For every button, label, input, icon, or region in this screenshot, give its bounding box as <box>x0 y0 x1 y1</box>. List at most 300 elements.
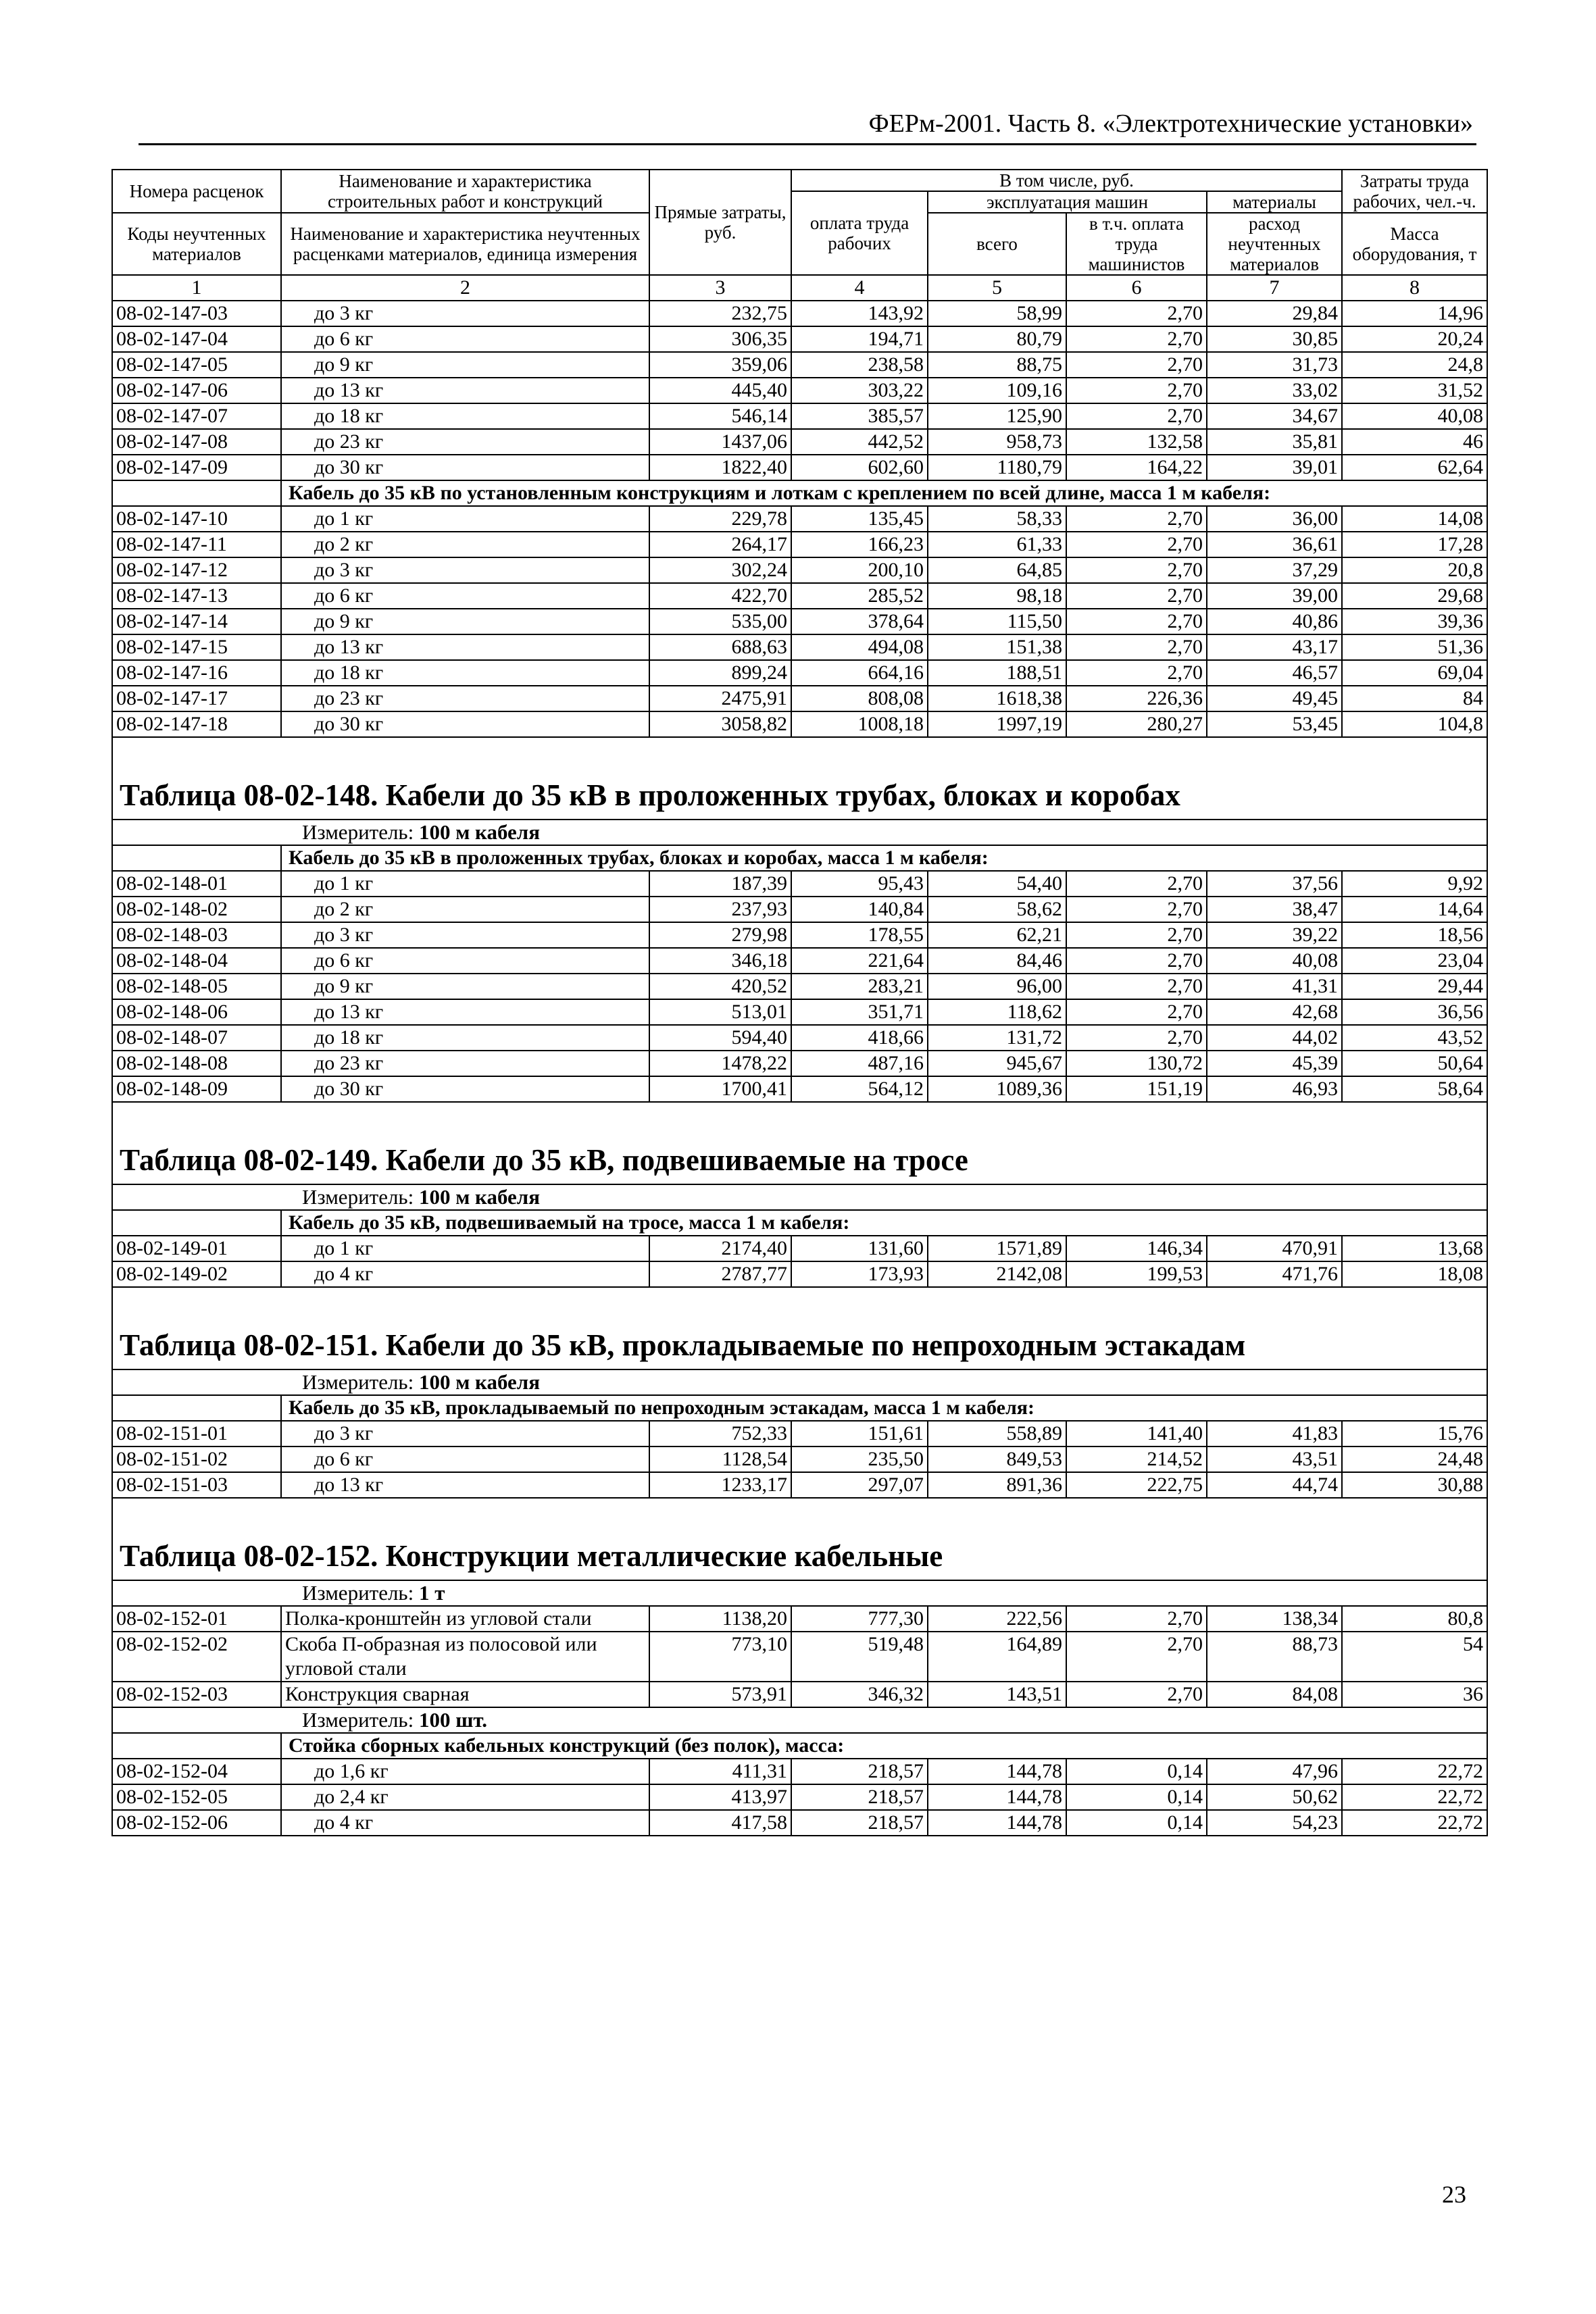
row-direct-cost: 302,24 <box>649 557 791 583</box>
row-materials: 53,45 <box>1207 711 1342 737</box>
row-name: до 9 кг <box>281 609 649 634</box>
measure-value: 100 м кабеля <box>418 1185 540 1209</box>
row-wage: 418,66 <box>791 1025 928 1051</box>
row-direct-cost: 594,40 <box>649 1025 791 1051</box>
row-direct-cost: 1478,22 <box>649 1051 791 1076</box>
row-direct-cost: 573,91 <box>649 1682 791 1707</box>
row-materials: 40,86 <box>1207 609 1342 634</box>
measure-row <box>112 1707 1487 1733</box>
row-materials: 138,34 <box>1207 1606 1342 1632</box>
row-materials: 43,17 <box>1207 634 1342 660</box>
row-machinist-wage: 2,70 <box>1066 634 1207 660</box>
section-blank <box>112 1733 281 1759</box>
row-machines-total: 58,99 <box>928 301 1066 326</box>
document-body <box>111 169 1487 2135</box>
section-row <box>112 480 1487 506</box>
row-name: Скоба П-образная из полосовой или угловой стали <box>281 1632 649 1682</box>
col-num-6: 6 <box>1066 275 1207 301</box>
measure-row <box>112 1369 1487 1395</box>
row-machines-total: 62,21 <box>928 922 1066 948</box>
row-code: 08-02-152-01 <box>112 1606 281 1632</box>
row-machines-total: 144,78 <box>928 1759 1066 1784</box>
th-name: Наименование и характеристика строительных работ и конструкций <box>281 170 649 213</box>
row-name: до 13 кг <box>281 634 649 660</box>
row-direct-cost: 1700,41 <box>649 1076 791 1102</box>
table-row <box>112 1472 1487 1498</box>
row-labor: 39,36 <box>1342 609 1487 634</box>
row-labor: 50,64 <box>1342 1051 1487 1076</box>
row-materials: 39,00 <box>1207 583 1342 609</box>
row-code: 08-02-147-14 <box>112 609 281 634</box>
measure-unit <box>112 1580 1487 1606</box>
row-machinist-wage: 2,70 <box>1066 871 1207 897</box>
table-row <box>112 974 1487 999</box>
row-code: 08-02-148-05 <box>112 974 281 999</box>
row-name: до 30 кг <box>281 711 649 737</box>
measure-row <box>112 1184 1487 1210</box>
row-materials: 470,91 <box>1207 1236 1342 1261</box>
row-labor: 36 <box>1342 1682 1487 1707</box>
row-wage: 378,64 <box>791 609 928 634</box>
row-name: до 9 кг <box>281 974 649 999</box>
table-row <box>112 506 1487 532</box>
row-wage: 131,60 <box>791 1236 928 1261</box>
row-materials: 42,68 <box>1207 999 1342 1025</box>
row-wage: 140,84 <box>791 897 928 922</box>
row-name: Конструкция сварная <box>281 1682 649 1707</box>
section-row <box>112 1733 1487 1759</box>
row-machines-total: 58,62 <box>928 897 1066 922</box>
row-machinist-wage: 2,70 <box>1066 506 1207 532</box>
row-labor: 31,52 <box>1342 378 1487 403</box>
th-mach-total: всего <box>928 213 1066 275</box>
row-name: до 1 кг <box>281 506 649 532</box>
th-incl: В том числе, руб. <box>791 170 1342 191</box>
row-wage: 218,57 <box>791 1759 928 1784</box>
row-code: 08-02-147-13 <box>112 583 281 609</box>
row-name: до 2,4 кг <box>281 1784 649 1810</box>
row-code: 08-02-151-01 <box>112 1421 281 1447</box>
table-row <box>112 1632 1487 1682</box>
row-direct-cost: 899,24 <box>649 660 791 686</box>
table-body <box>112 170 1487 1836</box>
row-machines-total: 54,40 <box>928 871 1066 897</box>
row-name: до 4 кг <box>281 1261 649 1287</box>
row-direct-cost: 1233,17 <box>649 1472 791 1498</box>
table-title-row <box>112 1102 1487 1184</box>
table-row <box>112 948 1487 974</box>
th-materials: материалы <box>1207 191 1342 213</box>
section-blank <box>112 480 281 506</box>
row-machinist-wage: 2,70 <box>1066 897 1207 922</box>
table-title: Таблица 08-02-149. Кабели до 35 кВ, подвешиваемые на тросе <box>112 1102 1487 1184</box>
row-labor: 29,44 <box>1342 974 1487 999</box>
row-machinist-wage: 2,70 <box>1066 1606 1207 1632</box>
row-materials: 44,74 <box>1207 1472 1342 1498</box>
row-name: Полка-кронштейн из угловой стали <box>281 1606 649 1632</box>
row-machinist-wage: 2,70 <box>1066 948 1207 974</box>
row-labor: 14,08 <box>1342 506 1487 532</box>
table-row <box>112 1447 1487 1472</box>
row-name: до 3 кг <box>281 1421 649 1447</box>
row-code: 08-02-147-08 <box>112 429 281 455</box>
row-wage: 235,50 <box>791 1447 928 1472</box>
row-machines-total: 84,46 <box>928 948 1066 974</box>
row-name: до 6 кг <box>281 1447 649 1472</box>
row-labor: 24,8 <box>1342 352 1487 378</box>
row-materials: 46,93 <box>1207 1076 1342 1102</box>
row-materials: 54,23 <box>1207 1810 1342 1836</box>
row-labor: 104,8 <box>1342 711 1487 737</box>
row-labor: 69,04 <box>1342 660 1487 686</box>
table-row <box>112 686 1487 711</box>
table-row <box>112 557 1487 583</box>
row-name: до 18 кг <box>281 1025 649 1051</box>
row-wage: 166,23 <box>791 532 928 557</box>
row-machinist-wage: 2,70 <box>1066 378 1207 403</box>
row-name: до 23 кг <box>281 1051 649 1076</box>
row-wage: 218,57 <box>791 1810 928 1836</box>
th-machines: эксплуатация машин <box>928 191 1207 213</box>
row-code: 08-02-147-09 <box>112 455 281 480</box>
row-code: 08-02-152-03 <box>112 1682 281 1707</box>
row-labor: 43,52 <box>1342 1025 1487 1051</box>
row-direct-cost: 232,75 <box>649 301 791 326</box>
table-row <box>112 711 1487 737</box>
row-labor: 22,72 <box>1342 1810 1487 1836</box>
col-num-1: 1 <box>112 275 281 301</box>
row-machines-total: 151,38 <box>928 634 1066 660</box>
row-machines-total: 58,33 <box>928 506 1066 532</box>
table-row <box>112 1682 1487 1707</box>
section-blank <box>112 1210 281 1236</box>
table-title-row <box>112 737 1487 820</box>
measure-unit <box>112 1707 1487 1733</box>
table-row <box>112 301 1487 326</box>
row-direct-cost: 513,01 <box>649 999 791 1025</box>
row-wage: 303,22 <box>791 378 928 403</box>
row-labor: 80,8 <box>1342 1606 1487 1632</box>
row-machines-total: 164,89 <box>928 1632 1066 1682</box>
row-code: 08-02-148-08 <box>112 1051 281 1076</box>
section-blank <box>112 1395 281 1421</box>
row-machinist-wage: 132,58 <box>1066 429 1207 455</box>
header-rule <box>139 143 1476 145</box>
row-code: 08-02-151-03 <box>112 1472 281 1498</box>
row-wage: 143,92 <box>791 301 928 326</box>
row-code: 08-02-147-11 <box>112 532 281 557</box>
table-row <box>112 1025 1487 1051</box>
row-machinist-wage: 2,70 <box>1066 301 1207 326</box>
measure-label: Измеритель: <box>302 1185 414 1209</box>
table-row <box>112 403 1487 429</box>
row-direct-cost: 422,70 <box>649 583 791 609</box>
row-materials: 37,29 <box>1207 557 1342 583</box>
row-direct-cost: 1128,54 <box>649 1447 791 1472</box>
row-machines-total: 125,90 <box>928 403 1066 429</box>
row-labor: 84 <box>1342 686 1487 711</box>
row-wage: 95,43 <box>791 871 928 897</box>
row-direct-cost: 773,10 <box>649 1632 791 1682</box>
row-direct-cost: 546,14 <box>649 403 791 429</box>
th-mat-cost: расход неучтенных материалов <box>1207 213 1342 275</box>
row-name: до 30 кг <box>281 455 649 480</box>
row-materials: 45,39 <box>1207 1051 1342 1076</box>
measure-row <box>112 1580 1487 1606</box>
row-labor: 58,64 <box>1342 1076 1487 1102</box>
row-materials: 47,96 <box>1207 1759 1342 1784</box>
header-row-1 <box>112 170 1487 191</box>
row-machines-total: 109,16 <box>928 378 1066 403</box>
row-name: до 30 кг <box>281 1076 649 1102</box>
th-codes: Номера расценок <box>112 170 281 213</box>
measure-label: Измеритель: <box>302 1581 414 1605</box>
row-code: 08-02-148-06 <box>112 999 281 1025</box>
row-materials: 35,81 <box>1207 429 1342 455</box>
row-machinist-wage: 2,70 <box>1066 403 1207 429</box>
measure-value: 100 м кабеля <box>418 1370 540 1394</box>
row-code: 08-02-148-02 <box>112 897 281 922</box>
row-direct-cost: 688,63 <box>649 634 791 660</box>
row-labor: 29,68 <box>1342 583 1487 609</box>
row-name: до 6 кг <box>281 583 649 609</box>
row-code: 08-02-147-18 <box>112 711 281 737</box>
row-labor: 14,96 <box>1342 301 1487 326</box>
table-row <box>112 1076 1487 1102</box>
row-machinist-wage: 0,14 <box>1066 1784 1207 1810</box>
col-num-4: 4 <box>791 275 928 301</box>
table-row <box>112 634 1487 660</box>
row-materials: 44,02 <box>1207 1025 1342 1051</box>
row-labor: 18,56 <box>1342 922 1487 948</box>
table-title-row <box>112 1498 1487 1580</box>
table-row <box>112 1261 1487 1287</box>
row-machines-total: 98,18 <box>928 583 1066 609</box>
table-row <box>112 1759 1487 1784</box>
row-machines-total: 61,33 <box>928 532 1066 557</box>
row-labor: 22,72 <box>1342 1759 1487 1784</box>
row-machinist-wage: 2,70 <box>1066 352 1207 378</box>
row-wage: 221,64 <box>791 948 928 974</box>
row-machines-total: 64,85 <box>928 557 1066 583</box>
row-machines-total: 558,89 <box>928 1421 1066 1447</box>
row-code: 08-02-148-09 <box>112 1076 281 1102</box>
row-materials: 34,67 <box>1207 403 1342 429</box>
row-name: до 9 кг <box>281 352 649 378</box>
row-wage: 519,48 <box>791 1632 928 1682</box>
row-labor: 17,28 <box>1342 532 1487 557</box>
row-machinist-wage: 164,22 <box>1066 455 1207 480</box>
row-direct-cost: 535,00 <box>649 609 791 634</box>
measure-label: Измеритель: <box>302 1708 414 1732</box>
row-machines-total: 958,73 <box>928 429 1066 455</box>
row-materials: 84,08 <box>1207 1682 1342 1707</box>
norms-table <box>111 169 1488 1836</box>
table-row <box>112 326 1487 352</box>
row-machinist-wage: 0,14 <box>1066 1759 1207 1784</box>
col-num-8: 8 <box>1342 275 1487 301</box>
row-wage: 151,61 <box>791 1421 928 1447</box>
row-machines-total: 1571,89 <box>928 1236 1066 1261</box>
row-wage: 283,21 <box>791 974 928 999</box>
table-title-row <box>112 1287 1487 1369</box>
col-num-7: 7 <box>1207 275 1342 301</box>
th-mat-codes: Коды неучтенных материалов <box>112 213 281 275</box>
row-code: 08-02-148-03 <box>112 922 281 948</box>
row-machines-total: 143,51 <box>928 1682 1066 1707</box>
row-wage: 173,93 <box>791 1261 928 1287</box>
row-machinist-wage: 0,14 <box>1066 1810 1207 1836</box>
row-machinist-wage: 2,70 <box>1066 660 1207 686</box>
row-direct-cost: 279,98 <box>649 922 791 948</box>
table-row <box>112 871 1487 897</box>
row-labor: 15,76 <box>1342 1421 1487 1447</box>
row-direct-cost: 264,17 <box>649 532 791 557</box>
row-name: до 3 кг <box>281 301 649 326</box>
row-materials: 38,47 <box>1207 897 1342 922</box>
row-wage: 351,71 <box>791 999 928 1025</box>
row-labor: 54 <box>1342 1632 1487 1682</box>
row-code: 08-02-152-06 <box>112 1810 281 1836</box>
row-direct-cost: 417,58 <box>649 1810 791 1836</box>
row-wage: 487,16 <box>791 1051 928 1076</box>
row-machines-total: 80,79 <box>928 326 1066 352</box>
row-machinist-wage: 280,27 <box>1066 711 1207 737</box>
row-labor: 18,08 <box>1342 1261 1487 1287</box>
table-row <box>112 609 1487 634</box>
row-machines-total: 115,50 <box>928 609 1066 634</box>
row-machinist-wage: 226,36 <box>1066 686 1207 711</box>
row-wage: 238,58 <box>791 352 928 378</box>
row-code: 08-02-147-05 <box>112 352 281 378</box>
row-machines-total: 945,67 <box>928 1051 1066 1076</box>
row-machinist-wage: 2,70 <box>1066 583 1207 609</box>
running-header: ФЕРм-2001. Часть 8. «Электротехнические установки» <box>868 109 1473 138</box>
row-code: 08-02-147-04 <box>112 326 281 352</box>
row-machinist-wage: 2,70 <box>1066 974 1207 999</box>
row-machinist-wage: 2,70 <box>1066 1025 1207 1051</box>
row-name: до 13 кг <box>281 378 649 403</box>
row-code: 08-02-148-07 <box>112 1025 281 1051</box>
table-row <box>112 1421 1487 1447</box>
row-machines-total: 188,51 <box>928 660 1066 686</box>
th-direct: Прямые затраты, руб. <box>649 170 791 275</box>
row-code: 08-02-149-01 <box>112 1236 281 1261</box>
table-row <box>112 455 1487 480</box>
table-row <box>112 532 1487 557</box>
row-labor: 23,04 <box>1342 948 1487 974</box>
row-name: до 4 кг <box>281 1810 649 1836</box>
th-mach-wage: в т.ч. оплата труда машинистов <box>1066 213 1207 275</box>
row-code: 08-02-152-02 <box>112 1632 281 1682</box>
row-direct-cost: 1822,40 <box>649 455 791 480</box>
row-name: до 13 кг <box>281 1472 649 1498</box>
row-machines-total: 891,36 <box>928 1472 1066 1498</box>
table-row <box>112 1810 1487 1836</box>
row-materials: 39,01 <box>1207 455 1342 480</box>
row-machines-total: 1180,79 <box>928 455 1066 480</box>
row-labor: 46 <box>1342 429 1487 455</box>
row-machines-total: 144,78 <box>928 1784 1066 1810</box>
column-number-row <box>112 275 1487 301</box>
row-machinist-wage: 2,70 <box>1066 557 1207 583</box>
row-machines-total: 222,56 <box>928 1606 1066 1632</box>
row-direct-cost: 1138,20 <box>649 1606 791 1632</box>
measure-unit <box>112 1184 1487 1210</box>
row-materials: 49,45 <box>1207 686 1342 711</box>
row-wage: 442,52 <box>791 429 928 455</box>
row-materials: 36,61 <box>1207 532 1342 557</box>
row-code: 08-02-148-01 <box>112 871 281 897</box>
row-machines-total: 1618,38 <box>928 686 1066 711</box>
row-machines-total: 88,75 <box>928 352 1066 378</box>
table-row <box>112 352 1487 378</box>
row-code: 08-02-152-05 <box>112 1784 281 1810</box>
row-wage: 346,32 <box>791 1682 928 1707</box>
row-labor: 22,72 <box>1342 1784 1487 1810</box>
row-name: до 3 кг <box>281 922 649 948</box>
row-name: до 3 кг <box>281 557 649 583</box>
table-row <box>112 660 1487 686</box>
row-code: 08-02-147-07 <box>112 403 281 429</box>
row-name: до 1 кг <box>281 1236 649 1261</box>
row-materials: 50,62 <box>1207 1784 1342 1810</box>
row-labor: 20,24 <box>1342 326 1487 352</box>
row-wage: 602,60 <box>791 455 928 480</box>
row-materials: 31,73 <box>1207 352 1342 378</box>
row-wage: 1008,18 <box>791 711 928 737</box>
row-machinist-wage: 2,70 <box>1066 532 1207 557</box>
row-machinist-wage: 2,70 <box>1066 609 1207 634</box>
row-machines-total: 118,62 <box>928 999 1066 1025</box>
row-wage: 194,71 <box>791 326 928 352</box>
row-wage: 297,07 <box>791 1472 928 1498</box>
table-row <box>112 1784 1487 1810</box>
section-heading: Кабель до 35 кВ, прокладываемый по непроходным эстакадам, масса 1 м кабеля: <box>281 1395 1487 1421</box>
row-machinist-wage: 2,70 <box>1066 999 1207 1025</box>
row-direct-cost: 2787,77 <box>649 1261 791 1287</box>
row-wage: 178,55 <box>791 922 928 948</box>
section-heading: Кабель до 35 кВ, подвешиваемый на тросе, масса 1 м кабеля: <box>281 1210 1487 1236</box>
table-row <box>112 378 1487 403</box>
measure-unit <box>112 820 1487 845</box>
section-row <box>112 845 1487 871</box>
row-name: до 23 кг <box>281 429 649 455</box>
row-wage: 218,57 <box>791 1784 928 1810</box>
row-direct-cost: 413,97 <box>649 1784 791 1810</box>
row-wage: 200,10 <box>791 557 928 583</box>
row-machinist-wage: 214,52 <box>1066 1447 1207 1472</box>
row-wage: 285,52 <box>791 583 928 609</box>
measure-unit <box>112 1369 1487 1395</box>
row-labor: 51,36 <box>1342 634 1487 660</box>
row-machinist-wage: 222,75 <box>1066 1472 1207 1498</box>
row-labor: 30,88 <box>1342 1472 1487 1498</box>
measure-value: 1 т <box>418 1581 445 1605</box>
row-materials: 43,51 <box>1207 1447 1342 1472</box>
row-name: до 1 кг <box>281 871 649 897</box>
row-wage: 777,30 <box>791 1606 928 1632</box>
row-name: до 1,6 кг <box>281 1759 649 1784</box>
row-materials: 29,84 <box>1207 301 1342 326</box>
table-row <box>112 1236 1487 1261</box>
row-name: до 18 кг <box>281 403 649 429</box>
row-direct-cost: 445,40 <box>649 378 791 403</box>
row-direct-cost: 2174,40 <box>649 1236 791 1261</box>
row-code: 08-02-147-10 <box>112 506 281 532</box>
th-labor: Затраты труда рабочих, чел.-ч. <box>1342 170 1487 213</box>
col-num-5: 5 <box>928 275 1066 301</box>
